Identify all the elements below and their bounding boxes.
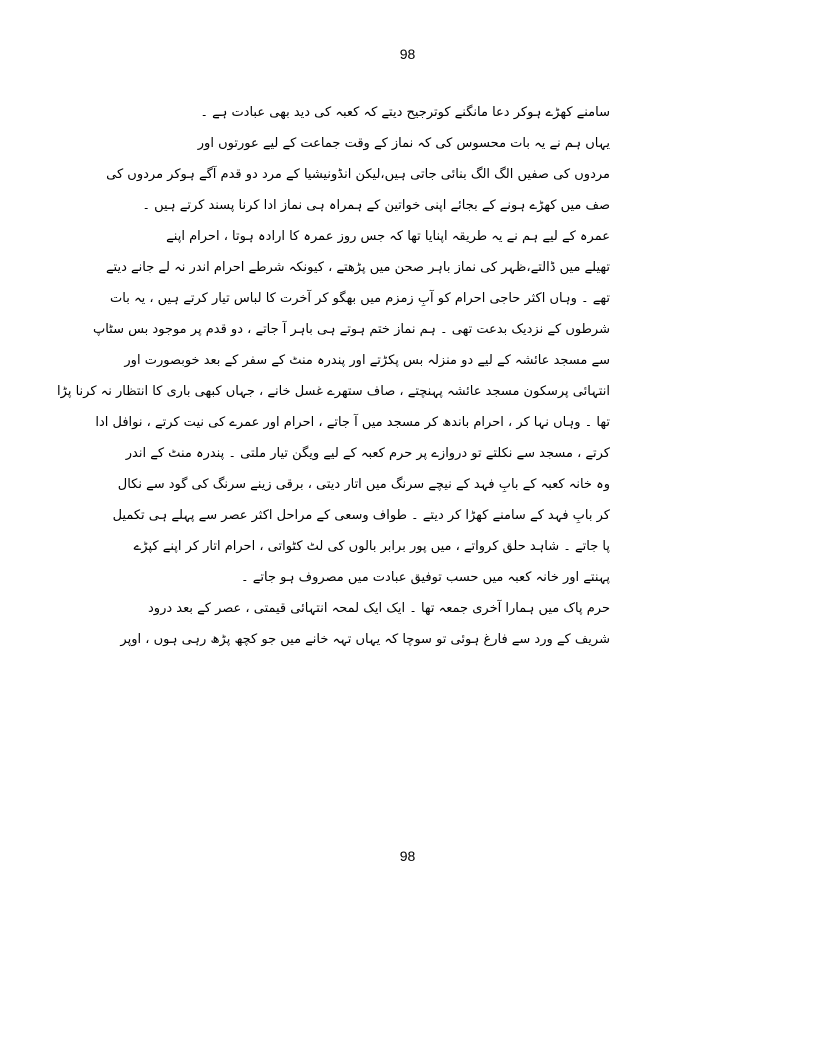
- text-line: پا جاتے ۔ شاہد حلق کرواتے ، میں پور برابر بالوں کی لٹ کٹواتی ، احرام اتار کر اپنے کپڑے: [133, 539, 610, 554]
- page-number-top: 98: [399, 46, 416, 62]
- text-line: انتہائی پرسکون مسجد عائشہ پہنچتے ، صاف ستھرے غسل خانے ، جہاں کبھی باری کا انتظار نہ کرنا پڑا: [57, 384, 610, 399]
- text-line: تھا ۔ وہاں نہا کر ، احرام باندھ کر مسجد میں آ جاتے ، احرام اور عمرے کی نیت کرتے ، نوافل ادا: [95, 415, 610, 430]
- text-line: تھیلے میں ڈالتے،ظہر کی نماز باہر صحن میں پڑھتے ، کیونکہ شرطے احرام اندر نہ لے جانے دیتے: [105, 260, 610, 275]
- text-line: صف میں کھڑے ہونے کے بجائے اپنی خواتین کے ہمراہ ہی نماز ادا کرنا پسند کرتے ہیں ۔: [142, 198, 610, 213]
- text-line: حرم پاک میں ہمارا آخری جمعہ تھا ۔ ایک ایک لمحہ انتہائی قیمتی ، عصر کے بعد درود: [148, 601, 610, 616]
- text-line: یہاں ہم نے یہ بات محسوس کی کہ نماز کے وقت جماعت کے لیے عورتوں اور: [197, 136, 610, 151]
- text-line: وہ خانہ کعبہ کے بابِ فہد کے نیچے سرنگ میں اتار دیتی ، برقی زینے سرنگ کی گود سے نکال: [117, 477, 610, 492]
- text-line: شرطوں کے نزدیک بدعت تھی ۔ ہم نماز ختم ہوتے ہی باہر آ جاتے ، دو قدم پر موجود بس سٹاپ: [92, 322, 610, 337]
- text-line: سے مسجد عائشہ کے لیے دو منزلہ بس پکڑتے اور پندرہ منٹ کے سفر کے بعد خوبصورت اور: [124, 353, 610, 368]
- text-line: کر بابِ فہد کے سامنے کھڑا کر دیتے ۔ طواف وسعی کے مراحل اکثر عصر سے پہلے ہی تکمیل: [112, 508, 610, 523]
- text-line: کرتے ، مسجد سے نکلتے تو دروازے پر حرم کعبہ کے لیے ویگن تیار ملتی ۔ پندرہ منٹ کے اندر: [125, 446, 610, 461]
- text-line: پہنتے اور خانہ کعبہ میں حسب توفیق عبادت میں مصروف ہو جاتے ۔: [241, 570, 610, 585]
- page-number-bottom: 98: [399, 848, 416, 864]
- text-line: سامنے کھڑے ہوکر دعا مانگنے کوترجیح دیتے کہ کعبہ کی دید بھی عبادت ہے ۔: [200, 105, 610, 120]
- text-line: شریف کے ورد سے فارغ ہوئی تو سوچا کہ یہاں تہہ خانے میں جو کچھ پڑھ رہی ہوں ، اوپر: [120, 632, 610, 647]
- text-line: مردوں کی صفیں الگ الگ بنائی جاتی ہیں،لیکن انڈونیشیا کے مرد دو قدم آگے ہوکر مردوں کی: [106, 167, 610, 182]
- body-text: [57, 97, 610, 655]
- text-line: عمرہ کے لیے ہم نے یہ طریقہ اپنایا تھا کہ جس روز عمرہ کا ارادہ ہوتا ، احرام اپنے: [166, 229, 610, 244]
- text-line: تھے ۔ وہاں اکثر حاجی احرام کو آبِ زمزم میں بھگو کر آخرت کا لباس تیار کرتے ہیں ، یہ بات: [110, 291, 610, 306]
